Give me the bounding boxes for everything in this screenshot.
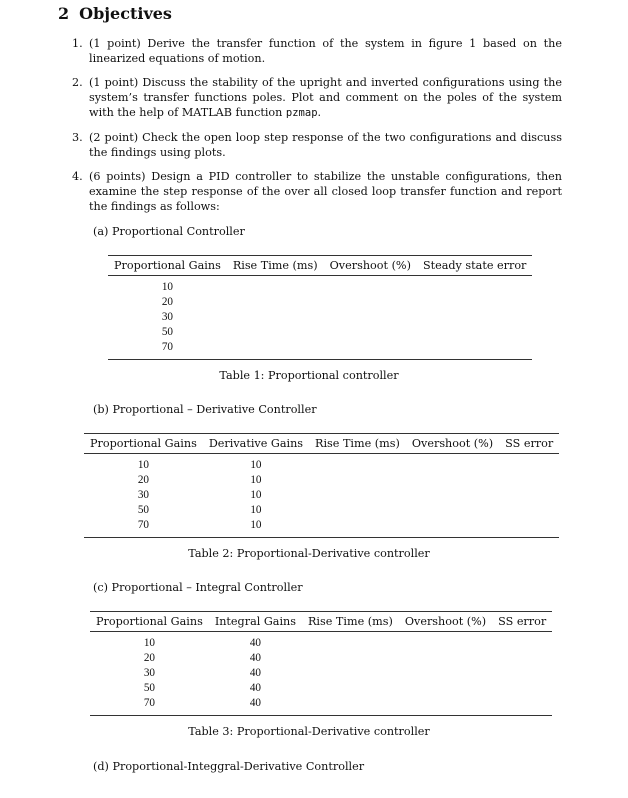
table-3-cell-proportional: 50: [143, 682, 155, 694]
table-3-header-ss-error: SS error: [492, 612, 552, 632]
table-2-header-derivative-gains: Derivative Gains: [203, 434, 309, 454]
table-1-header-rise-time: Rise Time (ms): [227, 256, 324, 276]
table-2-header-ss-error: SS error: [499, 434, 559, 454]
table-3-cell-proportional: 20: [143, 652, 155, 664]
table-3-cell-integral: 40: [209, 696, 302, 716]
table-2-cell-proportional: 20: [137, 474, 149, 486]
table-1-cell-gain: 30: [161, 311, 173, 323]
table-proportional: [108, 255, 532, 360]
table-row: [90, 651, 552, 666]
section-heading: [58, 4, 172, 23]
table-row: [84, 488, 559, 503]
table-row: [108, 310, 532, 325]
table-row: [108, 325, 532, 340]
subsection-b-label: (b) Proportional – Derivative Controller: [93, 403, 317, 416]
objective-4: [72, 169, 562, 214]
table-1-header-row: [108, 256, 532, 276]
table-proportional-integral: [90, 611, 552, 716]
table-row: [108, 276, 532, 296]
table-2-cell-proportional: 30: [137, 489, 149, 501]
table-row: [90, 681, 552, 696]
table-3-cell-proportional: 70: [90, 696, 209, 716]
section-title: Objectives: [79, 4, 172, 23]
table-3-cell-integral: 40: [249, 682, 261, 694]
table-row: [90, 632, 552, 652]
table-row: [84, 454, 559, 474]
objective-1-number: 1.: [72, 37, 83, 50]
table-2-cell-derivative: 10: [250, 504, 262, 516]
table-row: [84, 503, 559, 518]
table-3-cell-integral: 40: [249, 637, 261, 649]
table-3-header-row: [90, 612, 552, 632]
table-1-cell-gain: 50: [161, 326, 173, 338]
objective-3-text: (2 point) Check the open loop step response of the two configurations and discuss the findings using plots.: [89, 131, 562, 159]
table-1-header-steady-state-error: Steady state error: [417, 256, 532, 276]
table-1-header-overshoot: Overshoot (%): [324, 256, 417, 276]
table-row: [108, 340, 532, 360]
table-row: [84, 518, 559, 538]
objective-2-body: [89, 75, 562, 121]
table-row: [84, 473, 559, 488]
table-3-header-rise-time: Rise Time (ms): [302, 612, 399, 632]
table-2-header-rise-time: Rise Time (ms): [309, 434, 406, 454]
table-2-header-overshoot: Overshoot (%): [406, 434, 499, 454]
table-2-cell-derivative: 10: [250, 474, 262, 486]
table-2-cell-derivative: 10: [203, 518, 309, 538]
subsection-a-label: (a) Proportional Controller: [93, 225, 245, 238]
table-2-cell-proportional: 50: [137, 504, 149, 516]
objective-1-text: (1 point) Derive the transfer function of the system in figure 1 based on the linearized equations of motion.: [89, 37, 562, 65]
table-3-cell-proportional: 30: [143, 667, 155, 679]
table-1-cell-gain: 20: [161, 296, 173, 308]
table-2-cell-proportional: 10: [137, 459, 149, 471]
table-2-cell-proportional: 70: [84, 518, 203, 538]
table-1-cell-gain: 70: [108, 340, 227, 360]
table-2-header-row: [84, 434, 559, 454]
table-1-cell-gain: 10: [161, 281, 173, 293]
table-proportional-derivative: [84, 433, 559, 538]
table-2-header-proportional-gains: Proportional Gains: [84, 434, 203, 454]
objective-2: [72, 75, 562, 121]
table-row: [90, 666, 552, 681]
objective-3-number: 3.: [72, 131, 83, 144]
table-3-cell-integral: 40: [249, 667, 261, 679]
table-row: [90, 696, 552, 716]
table-2-caption: Table 2: Proportional-Derivative controller: [188, 547, 430, 560]
table-3-caption: Table 3: Proportional-Derivative controller: [188, 725, 430, 738]
objective-3: [72, 130, 562, 160]
subsection-c-label: (c) Proportional – Integral Controller: [93, 581, 303, 594]
code-pzmap: pzmap: [285, 107, 318, 119]
objective-2-text: (1 point) Discuss the stability of the upright and inverted configurations using the system’s transfer functions poles. Plot and comment on the poles of the system with the help of MATLAB function: [89, 76, 562, 119]
objective-4-number: 4.: [72, 170, 83, 183]
table-3-header-integral-gains: Integral Gains: [209, 612, 302, 632]
subsection-d-label: (d) Proportional-Integgral-Derivative Controller: [93, 760, 365, 773]
objective-1: [72, 36, 562, 66]
table-3-header-proportional-gains: Proportional Gains: [90, 612, 209, 632]
objective-4-text: (6 points) Design a PID controller to stabilize the unstable configurations, then examine the step response of the over all closed loop transfer function and report the findings as follows:: [89, 170, 562, 213]
table-3-cell-integral: 40: [249, 652, 261, 664]
table-1-caption: Table 1: Proportional controller: [219, 369, 399, 382]
table-1-header-proportional-gains: Proportional Gains: [108, 256, 227, 276]
table-row: [108, 295, 532, 310]
table-2-cell-derivative: 10: [250, 459, 262, 471]
table-2-cell-derivative: 10: [250, 489, 262, 501]
objective-2-end: .: [317, 106, 322, 119]
objective-2-number: 2.: [72, 76, 83, 89]
table-3-cell-proportional: 10: [143, 637, 155, 649]
table-3-header-overshoot: Overshoot (%): [399, 612, 492, 632]
section-number: 2: [58, 4, 70, 23]
